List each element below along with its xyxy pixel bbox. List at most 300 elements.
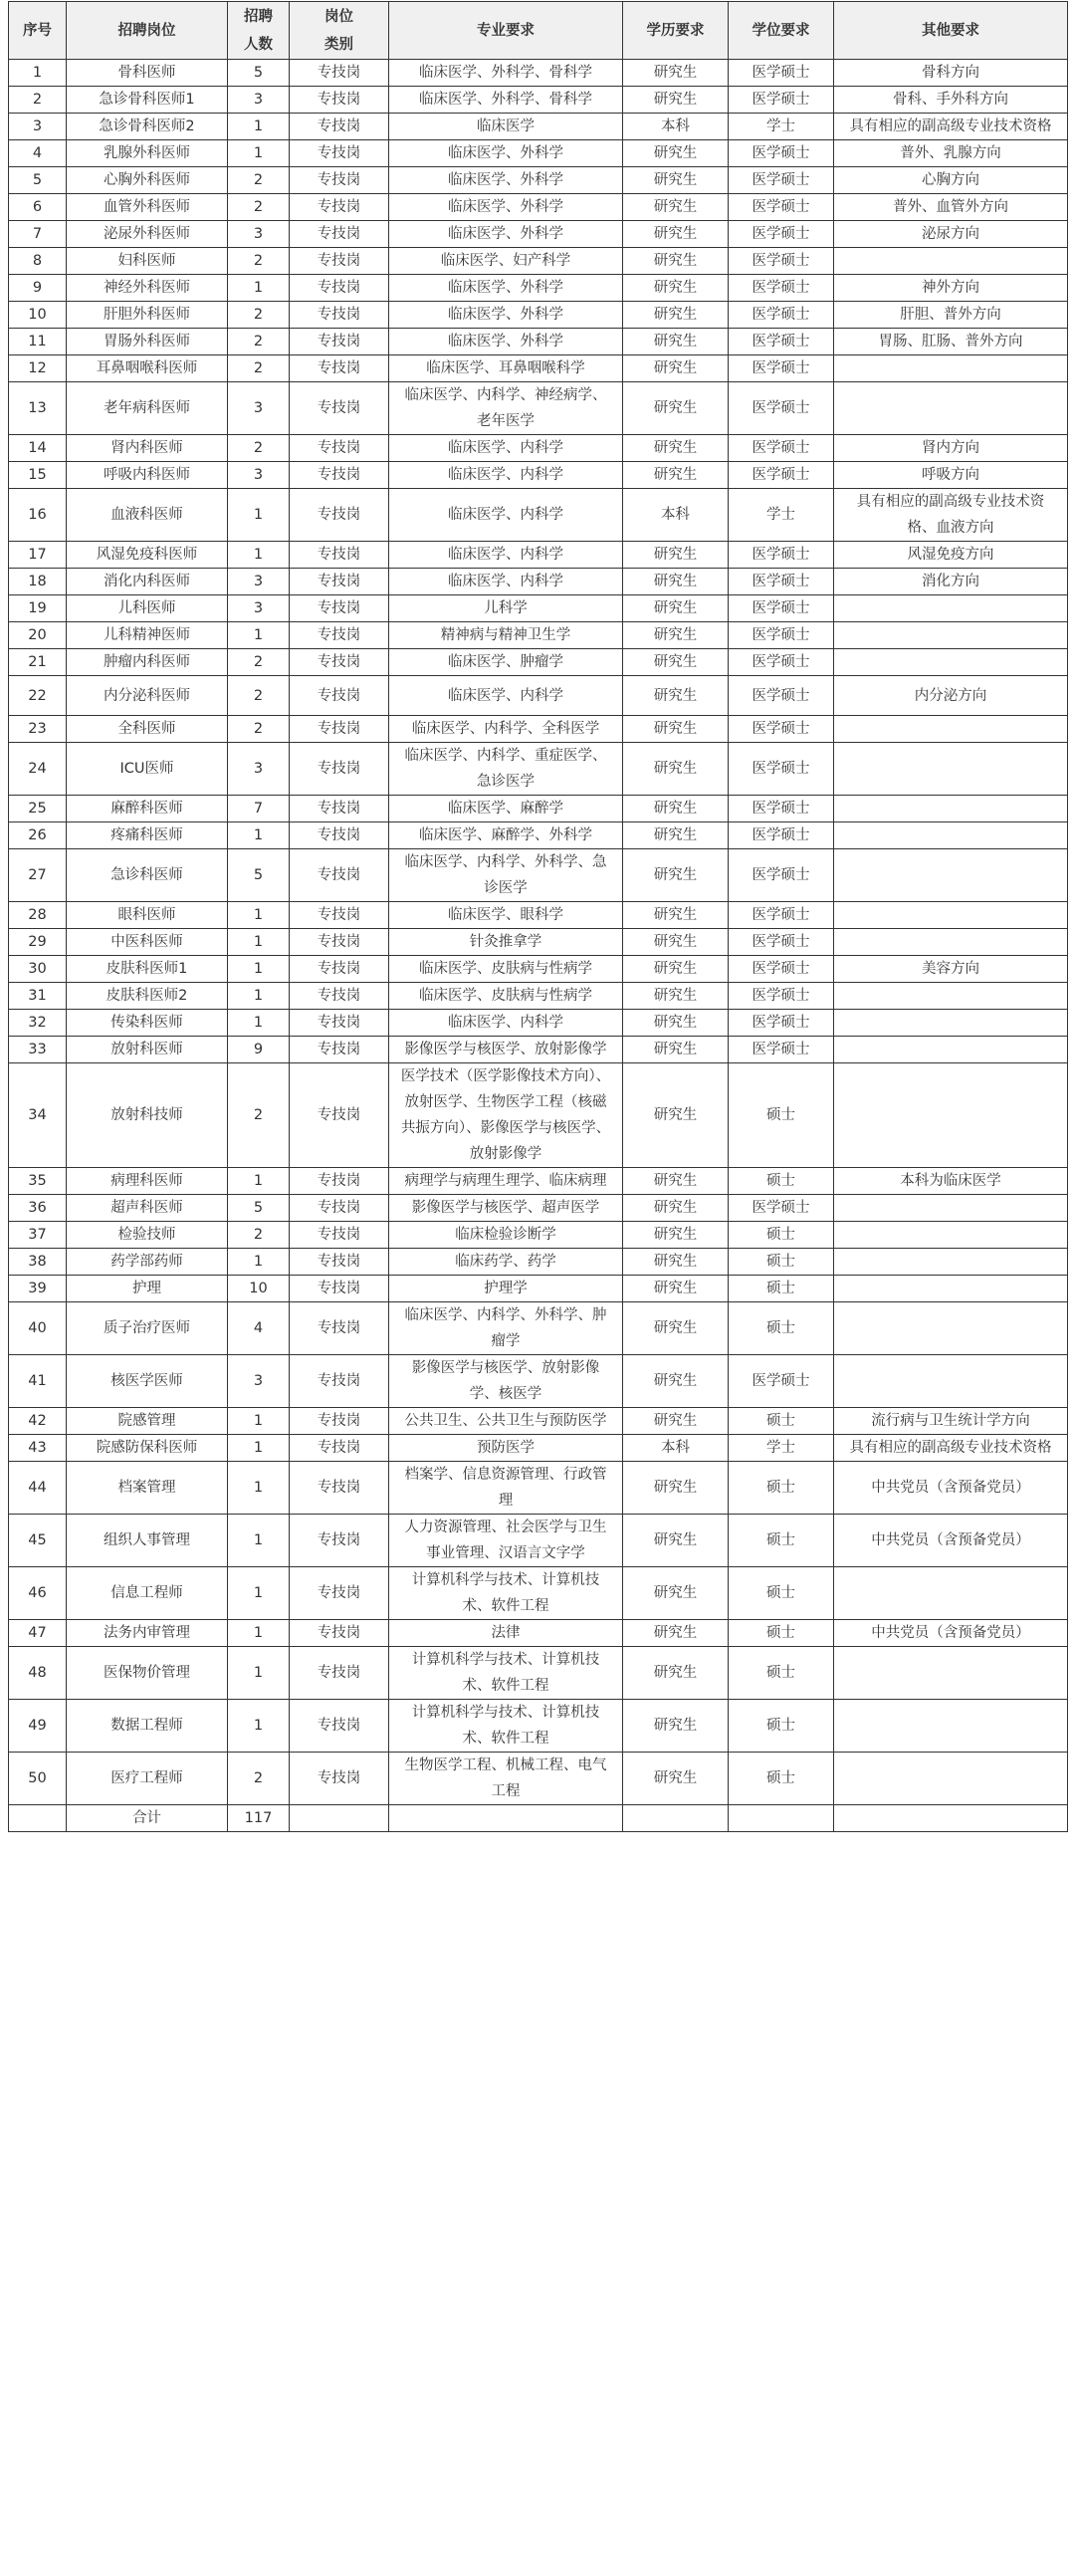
cell-index: 40 — [9, 1302, 67, 1355]
cell-education: 研究生 — [623, 1276, 729, 1302]
cell-degree: 医学硕士 — [729, 796, 834, 822]
cell-education: 研究生 — [623, 1010, 729, 1037]
cell-position: 儿科医师 — [67, 595, 228, 622]
cell-other — [834, 1700, 1068, 1753]
table-row — [9, 622, 1068, 649]
cell-education: 本科 — [623, 114, 729, 140]
cell-major: 临床医学、内科学 — [389, 462, 623, 489]
cell-position: 消化内科医师 — [67, 569, 228, 595]
cell-other: 骨科方向 — [834, 60, 1068, 87]
cell-position: 数据工程师 — [67, 1700, 228, 1753]
table-row — [9, 1355, 1068, 1408]
cell-other: 骨科、手外科方向 — [834, 87, 1068, 114]
cell-education: 研究生 — [623, 1063, 729, 1168]
header-category: 岗位类别 — [290, 2, 389, 60]
cell-degree: 医学硕士 — [729, 1010, 834, 1037]
cell-other — [834, 822, 1068, 849]
cell-major: 档案学、信息资源管理、行政管理 — [389, 1462, 623, 1515]
cell-education: 研究生 — [623, 743, 729, 796]
cell-index: 48 — [9, 1647, 67, 1700]
cell-index: 41 — [9, 1355, 67, 1408]
cell-position: 急诊骨科医师1 — [67, 87, 228, 114]
cell-major: 临床医学、眼科学 — [389, 902, 623, 929]
cell-index: 12 — [9, 355, 67, 382]
table-row — [9, 1408, 1068, 1435]
cell-headcount: 3 — [228, 743, 290, 796]
cell-headcount: 1 — [228, 1408, 290, 1435]
cell-major: 临床医学、内科学 — [389, 569, 623, 595]
table-row — [9, 1195, 1068, 1222]
cell-position: 肾内科医师 — [67, 435, 228, 462]
cell-index: 39 — [9, 1276, 67, 1302]
cell-degree: 医学硕士 — [729, 743, 834, 796]
cell-education: 研究生 — [623, 1168, 729, 1195]
cell-headcount: 2 — [228, 1222, 290, 1249]
cell-education: 研究生 — [623, 302, 729, 329]
cell-position: 骨科医师 — [67, 60, 228, 87]
cell-index: 11 — [9, 329, 67, 355]
cell-degree: 学士 — [729, 114, 834, 140]
cell-other — [834, 796, 1068, 822]
cell-degree: 医学硕士 — [729, 462, 834, 489]
cell-category: 专技岗 — [290, 1753, 389, 1805]
cell-category: 专技岗 — [290, 1355, 389, 1408]
cell-education: 研究生 — [623, 1037, 729, 1063]
table-row — [9, 435, 1068, 462]
cell-degree: 硕士 — [729, 1063, 834, 1168]
header-education: 学历要求 — [623, 2, 729, 60]
cell-other: 中共党员（含预备党员） — [834, 1462, 1068, 1515]
cell-position: 麻醉科医师 — [67, 796, 228, 822]
cell-category: 专技岗 — [290, 849, 389, 902]
cell-degree: 医学硕士 — [729, 983, 834, 1010]
cell-other: 中共党员（含预备党员） — [834, 1515, 1068, 1567]
table-row — [9, 595, 1068, 622]
cell-headcount: 1 — [228, 1567, 290, 1620]
cell-major: 临床医学、内科学、外科学、急诊医学 — [389, 849, 623, 902]
cell-headcount: 1 — [228, 1515, 290, 1567]
cell-major: 儿科学 — [389, 595, 623, 622]
cell-position: 医疗工程师 — [67, 1753, 228, 1805]
cell-position: 神经外科医师 — [67, 275, 228, 302]
cell-other — [834, 248, 1068, 275]
cell-education: 研究生 — [623, 542, 729, 569]
cell-index: 3 — [9, 114, 67, 140]
cell-other: 美容方向 — [834, 956, 1068, 983]
cell-education: 研究生 — [623, 716, 729, 743]
cell-other — [834, 983, 1068, 1010]
cell-major: 临床医学、麻醉学 — [389, 796, 623, 822]
recruitment-table — [8, 1, 1068, 1832]
cell-position: 档案管理 — [67, 1462, 228, 1515]
cell-major: 公共卫生、公共卫生与预防医学 — [389, 1408, 623, 1435]
table-row — [9, 1435, 1068, 1462]
cell-headcount: 1 — [228, 983, 290, 1010]
table-row — [9, 676, 1068, 716]
cell-category: 专技岗 — [290, 1249, 389, 1276]
cell-position: 护理 — [67, 1276, 228, 1302]
table-row — [9, 355, 1068, 382]
cell-degree: 医学硕士 — [729, 542, 834, 569]
cell-category: 专技岗 — [290, 1647, 389, 1700]
cell-index: 35 — [9, 1168, 67, 1195]
cell-index: 37 — [9, 1222, 67, 1249]
cell-position: 核医学医师 — [67, 1355, 228, 1408]
cell-degree: 硕士 — [729, 1408, 834, 1435]
table-row — [9, 1620, 1068, 1647]
cell-major: 计算机科学与技术、计算机技术、软件工程 — [389, 1700, 623, 1753]
cell-degree: 医学硕士 — [729, 1037, 834, 1063]
cell-position: 检验技师 — [67, 1222, 228, 1249]
cell-headcount: 2 — [228, 676, 290, 716]
cell-major: 临床医学、外科学 — [389, 194, 623, 221]
cell-headcount: 5 — [228, 1195, 290, 1222]
cell-position: 组织人事管理 — [67, 1515, 228, 1567]
cell-index: 49 — [9, 1700, 67, 1753]
cell-headcount: 1 — [228, 1435, 290, 1462]
cell-education: 研究生 — [623, 1647, 729, 1700]
cell-index: 5 — [9, 167, 67, 194]
cell-category: 专技岗 — [290, 542, 389, 569]
table-row — [9, 489, 1068, 542]
cell-index: 21 — [9, 649, 67, 676]
cell-education: 研究生 — [623, 1620, 729, 1647]
cell-education: 研究生 — [623, 1462, 729, 1515]
cell-index: 22 — [9, 676, 67, 716]
header-position: 招聘岗位 — [67, 2, 228, 60]
cell-index: 47 — [9, 1620, 67, 1647]
cell-other: 具有相应的副高级专业技术资格、血液方向 — [834, 489, 1068, 542]
cell-other — [834, 1063, 1068, 1168]
cell-category: 专技岗 — [290, 435, 389, 462]
table-row — [9, 796, 1068, 822]
cell-education: 研究生 — [623, 902, 729, 929]
table-row — [9, 1515, 1068, 1567]
cell-major: 临床检验诊断学 — [389, 1222, 623, 1249]
total-row — [9, 1805, 1068, 1832]
cell-headcount: 2 — [228, 329, 290, 355]
cell-major: 临床医学、妇产科学 — [389, 248, 623, 275]
cell-education: 研究生 — [623, 1515, 729, 1567]
cell-category: 专技岗 — [290, 956, 389, 983]
cell-other — [834, 1647, 1068, 1700]
header-major: 专业要求 — [389, 2, 623, 60]
cell-major: 临床医学、内科学 — [389, 489, 623, 542]
cell-category: 专技岗 — [290, 1700, 389, 1753]
table-row — [9, 1647, 1068, 1700]
cell-education: 研究生 — [623, 1355, 729, 1408]
cell-index: 13 — [9, 382, 67, 435]
cell-major: 临床医学、内科学、外科学、肿瘤学 — [389, 1302, 623, 1355]
table-row — [9, 248, 1068, 275]
cell-headcount: 1 — [228, 1168, 290, 1195]
cell-education: 研究生 — [623, 194, 729, 221]
cell-other — [834, 649, 1068, 676]
cell-education: 研究生 — [623, 248, 729, 275]
cell-position: 皮肤科医师2 — [67, 983, 228, 1010]
table-row — [9, 462, 1068, 489]
cell-category: 专技岗 — [290, 355, 389, 382]
cell-degree: 医学硕士 — [729, 382, 834, 435]
cell-major: 病理学与病理生理学、临床病理 — [389, 1168, 623, 1195]
cell-other — [834, 382, 1068, 435]
cell-index: 2 — [9, 87, 67, 114]
cell-category: 专技岗 — [290, 1620, 389, 1647]
cell-education: 研究生 — [623, 983, 729, 1010]
table-row — [9, 140, 1068, 167]
cell-other: 呼吸方向 — [834, 462, 1068, 489]
cell-other — [834, 849, 1068, 902]
cell-major: 临床医学、内科学 — [389, 676, 623, 716]
table-row — [9, 87, 1068, 114]
cell-position: 急诊科医师 — [67, 849, 228, 902]
table-row — [9, 1222, 1068, 1249]
cell-other — [834, 716, 1068, 743]
table-row — [9, 1010, 1068, 1037]
cell-degree: 医学硕士 — [729, 956, 834, 983]
table-row — [9, 716, 1068, 743]
cell-degree: 医学硕士 — [729, 194, 834, 221]
cell-category: 专技岗 — [290, 622, 389, 649]
cell-position: 超声科医师 — [67, 1195, 228, 1222]
cell-position: 妇科医师 — [67, 248, 228, 275]
cell-education: 研究生 — [623, 956, 729, 983]
cell-index: 46 — [9, 1567, 67, 1620]
cell-major: 影像医学与核医学、超声医学 — [389, 1195, 623, 1222]
cell-degree: 医学硕士 — [729, 622, 834, 649]
cell-degree: 医学硕士 — [729, 595, 834, 622]
cell-degree: 硕士 — [729, 1222, 834, 1249]
cell-degree: 硕士 — [729, 1647, 834, 1700]
cell-education: 研究生 — [623, 676, 729, 716]
cell-other — [834, 1222, 1068, 1249]
cell-index: 25 — [9, 796, 67, 822]
cell-category: 专技岗 — [290, 1435, 389, 1462]
table-row — [9, 929, 1068, 956]
cell-index: 26 — [9, 822, 67, 849]
cell-other — [834, 355, 1068, 382]
cell-category: 专技岗 — [290, 676, 389, 716]
cell-education: 研究生 — [623, 382, 729, 435]
cell-category: 专技岗 — [290, 329, 389, 355]
cell-degree: 硕士 — [729, 1462, 834, 1515]
cell-category: 专技岗 — [290, 462, 389, 489]
cell-headcount: 4 — [228, 1302, 290, 1355]
cell-degree: 学士 — [729, 1435, 834, 1462]
cell-category: 专技岗 — [290, 114, 389, 140]
cell-position: 信息工程师 — [67, 1567, 228, 1620]
cell-major: 临床医学、麻醉学、外科学 — [389, 822, 623, 849]
table-row — [9, 114, 1068, 140]
cell-education: 研究生 — [623, 1408, 729, 1435]
cell-category: 专技岗 — [290, 716, 389, 743]
cell-category: 专技岗 — [290, 1063, 389, 1168]
cell-major: 临床医学、内科学、重症医学、急诊医学 — [389, 743, 623, 796]
cell-headcount: 1 — [228, 1620, 290, 1647]
cell-position: 肝胆外科医师 — [67, 302, 228, 329]
table-row — [9, 302, 1068, 329]
cell-headcount: 2 — [228, 1753, 290, 1805]
total-label: 合计 — [67, 1805, 228, 1832]
cell-education: 研究生 — [623, 435, 729, 462]
cell-category: 专技岗 — [290, 929, 389, 956]
cell-degree: 医学硕士 — [729, 435, 834, 462]
cell-education: 研究生 — [623, 929, 729, 956]
cell-education: 研究生 — [623, 275, 729, 302]
table-row — [9, 1249, 1068, 1276]
table-row — [9, 221, 1068, 248]
cell-education: 研究生 — [623, 60, 729, 87]
cell-category: 专技岗 — [290, 1037, 389, 1063]
cell-category: 专技岗 — [290, 87, 389, 114]
total-empty-cell — [9, 1805, 67, 1832]
cell-headcount: 1 — [228, 822, 290, 849]
cell-major: 临床医学、外科学 — [389, 221, 623, 248]
header-other: 其他要求 — [834, 2, 1068, 60]
cell-headcount: 1 — [228, 542, 290, 569]
table-row — [9, 1700, 1068, 1753]
cell-headcount: 7 — [228, 796, 290, 822]
cell-other — [834, 743, 1068, 796]
cell-position: 中医科医师 — [67, 929, 228, 956]
cell-major: 临床医学、外科学 — [389, 275, 623, 302]
cell-education: 研究生 — [623, 1249, 729, 1276]
cell-headcount: 2 — [228, 1063, 290, 1168]
cell-category: 专技岗 — [290, 382, 389, 435]
cell-major: 人力资源管理、社会医学与卫生事业管理、汉语言文字学 — [389, 1515, 623, 1567]
cell-position: 院感管理 — [67, 1408, 228, 1435]
cell-position: 皮肤科医师1 — [67, 956, 228, 983]
cell-position: 内分泌科医师 — [67, 676, 228, 716]
cell-headcount: 2 — [228, 194, 290, 221]
cell-education: 研究生 — [623, 167, 729, 194]
table-row — [9, 649, 1068, 676]
cell-major: 临床医学、内科学 — [389, 1010, 623, 1037]
header-degree: 学位要求 — [729, 2, 834, 60]
cell-index: 29 — [9, 929, 67, 956]
cell-other — [834, 1567, 1068, 1620]
cell-headcount: 2 — [228, 302, 290, 329]
cell-degree: 医学硕士 — [729, 1355, 834, 1408]
cell-education: 研究生 — [623, 649, 729, 676]
cell-other — [834, 1249, 1068, 1276]
cell-category: 专技岗 — [290, 140, 389, 167]
cell-degree: 医学硕士 — [729, 167, 834, 194]
cell-headcount: 9 — [228, 1037, 290, 1063]
cell-degree: 医学硕士 — [729, 676, 834, 716]
cell-position: 急诊骨科医师2 — [67, 114, 228, 140]
cell-other: 心胸方向 — [834, 167, 1068, 194]
cell-other: 胃肠、肛肠、普外方向 — [834, 329, 1068, 355]
cell-position: 全科医师 — [67, 716, 228, 743]
cell-position: 医保物价管理 — [67, 1647, 228, 1700]
cell-major: 精神病与精神卫生学 — [389, 622, 623, 649]
cell-headcount: 1 — [228, 929, 290, 956]
cell-position: ICU医师 — [67, 743, 228, 796]
cell-headcount: 1 — [228, 956, 290, 983]
cell-degree: 医学硕士 — [729, 221, 834, 248]
cell-degree: 学士 — [729, 489, 834, 542]
cell-headcount: 1 — [228, 1647, 290, 1700]
cell-position: 耳鼻咽喉科医师 — [67, 355, 228, 382]
cell-category: 专技岗 — [290, 1195, 389, 1222]
cell-other: 内分泌方向 — [834, 676, 1068, 716]
cell-position: 眼科医师 — [67, 902, 228, 929]
cell-education: 本科 — [623, 489, 729, 542]
cell-other: 神外方向 — [834, 275, 1068, 302]
cell-headcount: 1 — [228, 140, 290, 167]
cell-position: 传染科医师 — [67, 1010, 228, 1037]
cell-other — [834, 1037, 1068, 1063]
cell-position: 血液科医师 — [67, 489, 228, 542]
table-row — [9, 60, 1068, 87]
cell-category: 专技岗 — [290, 1302, 389, 1355]
cell-category: 专技岗 — [290, 1462, 389, 1515]
cell-category: 专技岗 — [290, 1408, 389, 1435]
cell-index: 17 — [9, 542, 67, 569]
cell-index: 45 — [9, 1515, 67, 1567]
cell-headcount: 5 — [228, 849, 290, 902]
table-row — [9, 194, 1068, 221]
cell-index: 19 — [9, 595, 67, 622]
cell-major: 临床医学、皮肤病与性病学 — [389, 956, 623, 983]
cell-index: 36 — [9, 1195, 67, 1222]
cell-major: 临床医学、肿瘤学 — [389, 649, 623, 676]
cell-education: 研究生 — [623, 1753, 729, 1805]
total-count: 117 — [228, 1805, 290, 1832]
cell-index: 44 — [9, 1462, 67, 1515]
cell-major: 计算机科学与技术、计算机技术、软件工程 — [389, 1567, 623, 1620]
cell-index: 33 — [9, 1037, 67, 1063]
cell-education: 研究生 — [623, 87, 729, 114]
cell-degree: 硕士 — [729, 1620, 834, 1647]
cell-category: 专技岗 — [290, 649, 389, 676]
cell-index: 28 — [9, 902, 67, 929]
cell-position: 呼吸内科医师 — [67, 462, 228, 489]
cell-major: 生物医学工程、机械工程、电气工程 — [389, 1753, 623, 1805]
cell-education: 研究生 — [623, 462, 729, 489]
cell-position: 血管外科医师 — [67, 194, 228, 221]
cell-headcount: 1 — [228, 275, 290, 302]
cell-other: 中共党员（含预备党员） — [834, 1620, 1068, 1647]
cell-position: 院感防保科医师 — [67, 1435, 228, 1462]
cell-index: 15 — [9, 462, 67, 489]
cell-index: 10 — [9, 302, 67, 329]
cell-major: 临床医学、耳鼻咽喉科学 — [389, 355, 623, 382]
cell-other — [834, 595, 1068, 622]
cell-headcount: 3 — [228, 87, 290, 114]
cell-index: 31 — [9, 983, 67, 1010]
cell-category: 专技岗 — [290, 1567, 389, 1620]
table-row — [9, 569, 1068, 595]
cell-category: 专技岗 — [290, 983, 389, 1010]
cell-degree: 硕士 — [729, 1515, 834, 1567]
cell-other: 泌尿方向 — [834, 221, 1068, 248]
cell-degree: 硕士 — [729, 1700, 834, 1753]
cell-index: 32 — [9, 1010, 67, 1037]
cell-headcount: 3 — [228, 569, 290, 595]
cell-other — [834, 1276, 1068, 1302]
cell-position: 病理科医师 — [67, 1168, 228, 1195]
cell-category: 专技岗 — [290, 743, 389, 796]
cell-index: 43 — [9, 1435, 67, 1462]
cell-category: 专技岗 — [290, 595, 389, 622]
cell-degree: 医学硕士 — [729, 1195, 834, 1222]
cell-major: 临床医学 — [389, 114, 623, 140]
cell-degree: 医学硕士 — [729, 275, 834, 302]
cell-position: 乳腺外科医师 — [67, 140, 228, 167]
cell-major: 临床医学、内科学、神经病学、老年医学 — [389, 382, 623, 435]
